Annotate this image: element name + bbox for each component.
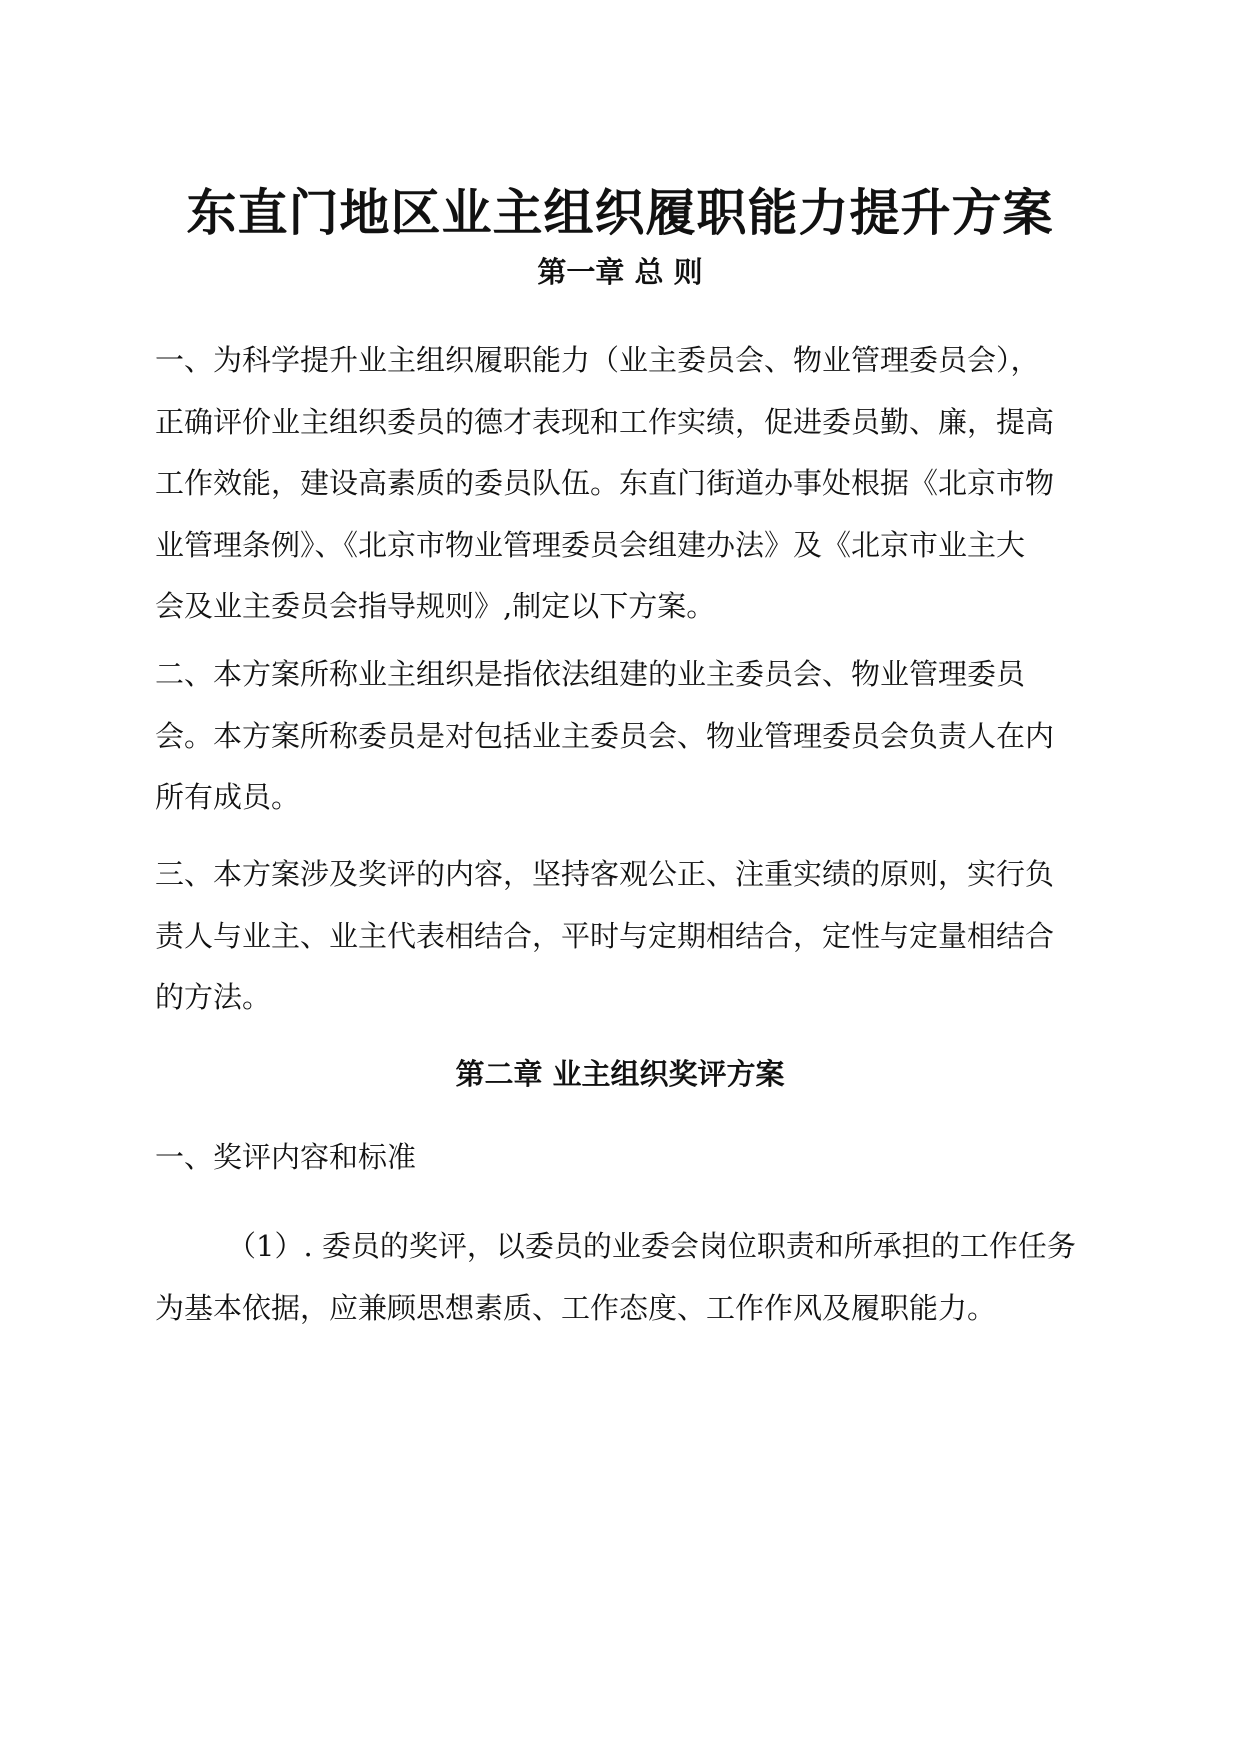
paragraph-line: 会及业主委员会指导规则》,制定以下方案。: [155, 589, 716, 623]
chapter-1-paragraph-2: [155, 644, 1060, 829]
paragraph-line: 会。本方案所称委员是对包括业主委员会、物业管理委员会负责人在内: [155, 718, 1055, 753]
section-1-heading: [155, 1127, 1060, 1189]
item-1-paragraph: [155, 1216, 1076, 1339]
chapter-1-paragraph-3: [155, 844, 1060, 1029]
paragraph-line: 的方法。: [155, 980, 272, 1014]
chapter-2-heading: 第二章 业主组织奖评方案: [455, 1057, 785, 1091]
chapter-1-heading: 第一章 总 则: [537, 255, 703, 289]
paragraph-line: 一、为科学提升业主组织履职能力（业主委员会、物业管理委员会），: [155, 343, 1040, 377]
paragraph-line: 为基本依据，应兼顾思想素质、工作态度、工作作风及履职能力。: [155, 1290, 997, 1325]
paragraph-line: 所有成员。: [155, 780, 301, 814]
paragraph-line: 正确评价业主组织委员的德才表现和工作实绩，促进委员勤、廉，提高: [155, 404, 1055, 439]
paragraph-line: 二、本方案所称业主组织是指依法组建的业主委员会、物业管理委员: [155, 657, 1026, 691]
paragraph-line: 责人与业主、业主代表相结合，平时与定期相结合，定性与定量相结合: [155, 918, 1055, 953]
document-title: 东直门地区业主组织履职能力提升方案: [186, 183, 1054, 242]
paragraph-line: （1）. 委员的奖评，以委员的业委会岗位职责和所承担的工作任务: [227, 1229, 1076, 1263]
chapter-1-paragraph-1: [155, 330, 1060, 638]
section-heading-line: 一、奖评内容和标准: [155, 1140, 417, 1174]
paragraph-line: 工作效能，建设高素质的委员队伍。东直门街道办事处根据《北京市物: [155, 466, 1055, 500]
paragraph-line: 业管理条例》、《北京市物业管理委员会组建办法》及《北京市业主大: [155, 527, 1026, 562]
paragraph-line: 三、本方案涉及奖评的内容，坚持客观公正、注重实绩的原则，实行负: [155, 857, 1055, 891]
